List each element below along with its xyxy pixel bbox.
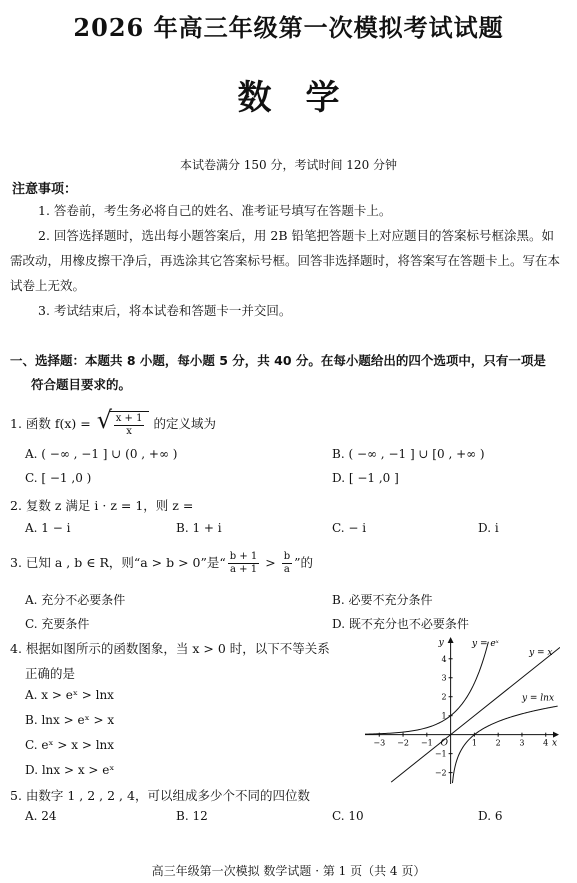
curve-label-exp: y = eˣ: [472, 639, 499, 649]
notice-item-1: 1. 答卷前，考生务必将自己的姓名、准考证号填写在答题卡上。: [38, 203, 392, 218]
q4-option-d: D. lnx > x > eˣ: [25, 763, 115, 777]
q1-sqrt: [96, 406, 150, 438]
q5-option-c: C. 10: [332, 809, 364, 823]
q1-fraction: [114, 413, 145, 438]
y-tick-label: 4: [441, 654, 447, 664]
section-1-line-1: 一、选择题：本题共 8 小题，每小题 5 分，共 40 分。在每小题给出的四个选项中，只有一项是: [10, 353, 546, 368]
q1-option-c: C. [ −1 ,0 ): [25, 471, 92, 485]
q3-option-a: A. 充分不必要条件: [25, 593, 126, 607]
notice-list: [10, 198, 565, 323]
q1-option-b: B. ( −∞ , −1 ] ∪ [0 , +∞ ): [332, 447, 485, 461]
q3-f1-num: b + 1: [229, 551, 258, 562]
q4-option-c: C. eˣ > x > lnx: [25, 738, 115, 752]
notice-heading: 注意事项：: [12, 182, 78, 197]
subject-title: 数学: [237, 78, 374, 118]
section-1-heading: [10, 349, 570, 397]
q3-f2-den: a: [283, 564, 290, 575]
curve-label-log: y = lnx: [521, 693, 555, 704]
x-tick-label: 2: [495, 738, 501, 748]
page-footer: 高三年级第一次模拟 数学试题 · 第 1 页（共 4 页）: [151, 864, 426, 878]
section-1-line-2: 符合题目要求的。: [31, 377, 132, 392]
q1-post: 的定义域为: [149, 416, 216, 431]
q3-f1-den: a + 1: [230, 564, 258, 575]
q3-option-b: B. 必要不充分条件: [332, 593, 433, 607]
q3-option-d: D. 既不充分也不必要条件: [332, 617, 469, 631]
q3-pre: 3. 已知 a , b ∈ R，则“a > b > 0”是“: [10, 555, 226, 570]
q5-option-a: A. 24: [25, 809, 57, 823]
q3-fraction-2: [282, 551, 292, 576]
q3-post: ”的: [294, 555, 313, 570]
curve-label-line: y = x: [529, 647, 553, 658]
x-tick-label: −2: [397, 738, 409, 748]
y-tick-label: −1: [434, 749, 447, 759]
exam-title: 2026 年高三年级第一次模拟考试试题: [73, 13, 504, 42]
y-tick-label: 2: [441, 692, 447, 702]
q2-option-c: C. − i: [332, 521, 367, 535]
x-tick-label: 4: [543, 738, 549, 748]
q5-option-b: B. 12: [176, 809, 208, 823]
q3-fraction-1: [228, 551, 260, 576]
x-tick-label: −1: [420, 738, 433, 748]
q1-frac-den: x: [126, 426, 132, 437]
q2-option-b: B. 1 + i: [176, 521, 222, 535]
q2-option-d: D. i: [478, 521, 499, 535]
question-4-stem-line-2: 正确的是: [25, 666, 76, 681]
x-tick-label: 3: [519, 738, 525, 748]
q4-option-b: B. lnx > eˣ > x: [25, 713, 115, 727]
question-1-stem: [10, 406, 216, 438]
q3-option-c: C. 充要条件: [25, 617, 90, 631]
notice-item-3: 3. 考试结束后，将本试卷和答题卡一并交回。: [38, 303, 292, 318]
curve-line: [391, 647, 560, 782]
y-axis-arrow-icon: [448, 637, 454, 643]
q1-frac-num: x + 1: [115, 413, 143, 424]
question-2-stem: 2. 复数 z 满足 i · z = 1，则 z =: [10, 498, 194, 513]
q3-f2-num: b: [283, 551, 291, 562]
q1-option-d: D. [ −1 ,0 ]: [332, 471, 399, 485]
x-tick-label: 1: [471, 738, 477, 748]
q5-option-d: D. 6: [478, 809, 503, 823]
q1-pre: 1. 函数 f(x) =: [10, 416, 95, 431]
x-tick-label: −3: [373, 738, 386, 748]
question-4-stem-line-1: 4. 根据如图所示的函数图象，当 x > 0 时，以下不等关系: [10, 641, 330, 656]
origin-label: O: [440, 738, 449, 749]
q2-option-a: A. 1 − i: [25, 521, 71, 535]
y-tick-label: −2: [434, 768, 447, 778]
function-graph: [365, 636, 560, 784]
curve-log: [452, 706, 557, 783]
y-tick-label: 1: [441, 711, 447, 721]
question-5-stem: 5. 由数字 1 , 2 , 2 , 4，可以组成多少个不同的四位数: [10, 788, 310, 803]
sqrt-sign-icon: √: [96, 406, 113, 434]
exam-info: 本试卷满分 150 分，考试时间 120 分钟: [179, 158, 398, 172]
q4-option-a: A. x > eˣ > lnx: [25, 688, 114, 702]
x-axis-arrow-icon: [553, 732, 559, 738]
curve-exp: [365, 642, 488, 734]
q3-gt: >: [261, 555, 280, 570]
x-axis-label: x: [552, 738, 558, 749]
q1-option-a: A. ( −∞ , −1 ] ∪ (0 , +∞ ): [25, 447, 178, 461]
question-3-stem: [10, 551, 313, 576]
notice-item-2: 2. 回答选择题时，选出每小题答案后，用 2B 铅笔把答题卡上对应题目的答案标号框涂黑。如需改动，用橡皮擦干净后，再选涂其它答案标号框。回答非选择题时，将答案写在答题卡上。写在本试卷上无效。: [10, 228, 561, 293]
y-tick-label: 3: [441, 673, 447, 683]
y-axis-label: y: [438, 638, 444, 648]
